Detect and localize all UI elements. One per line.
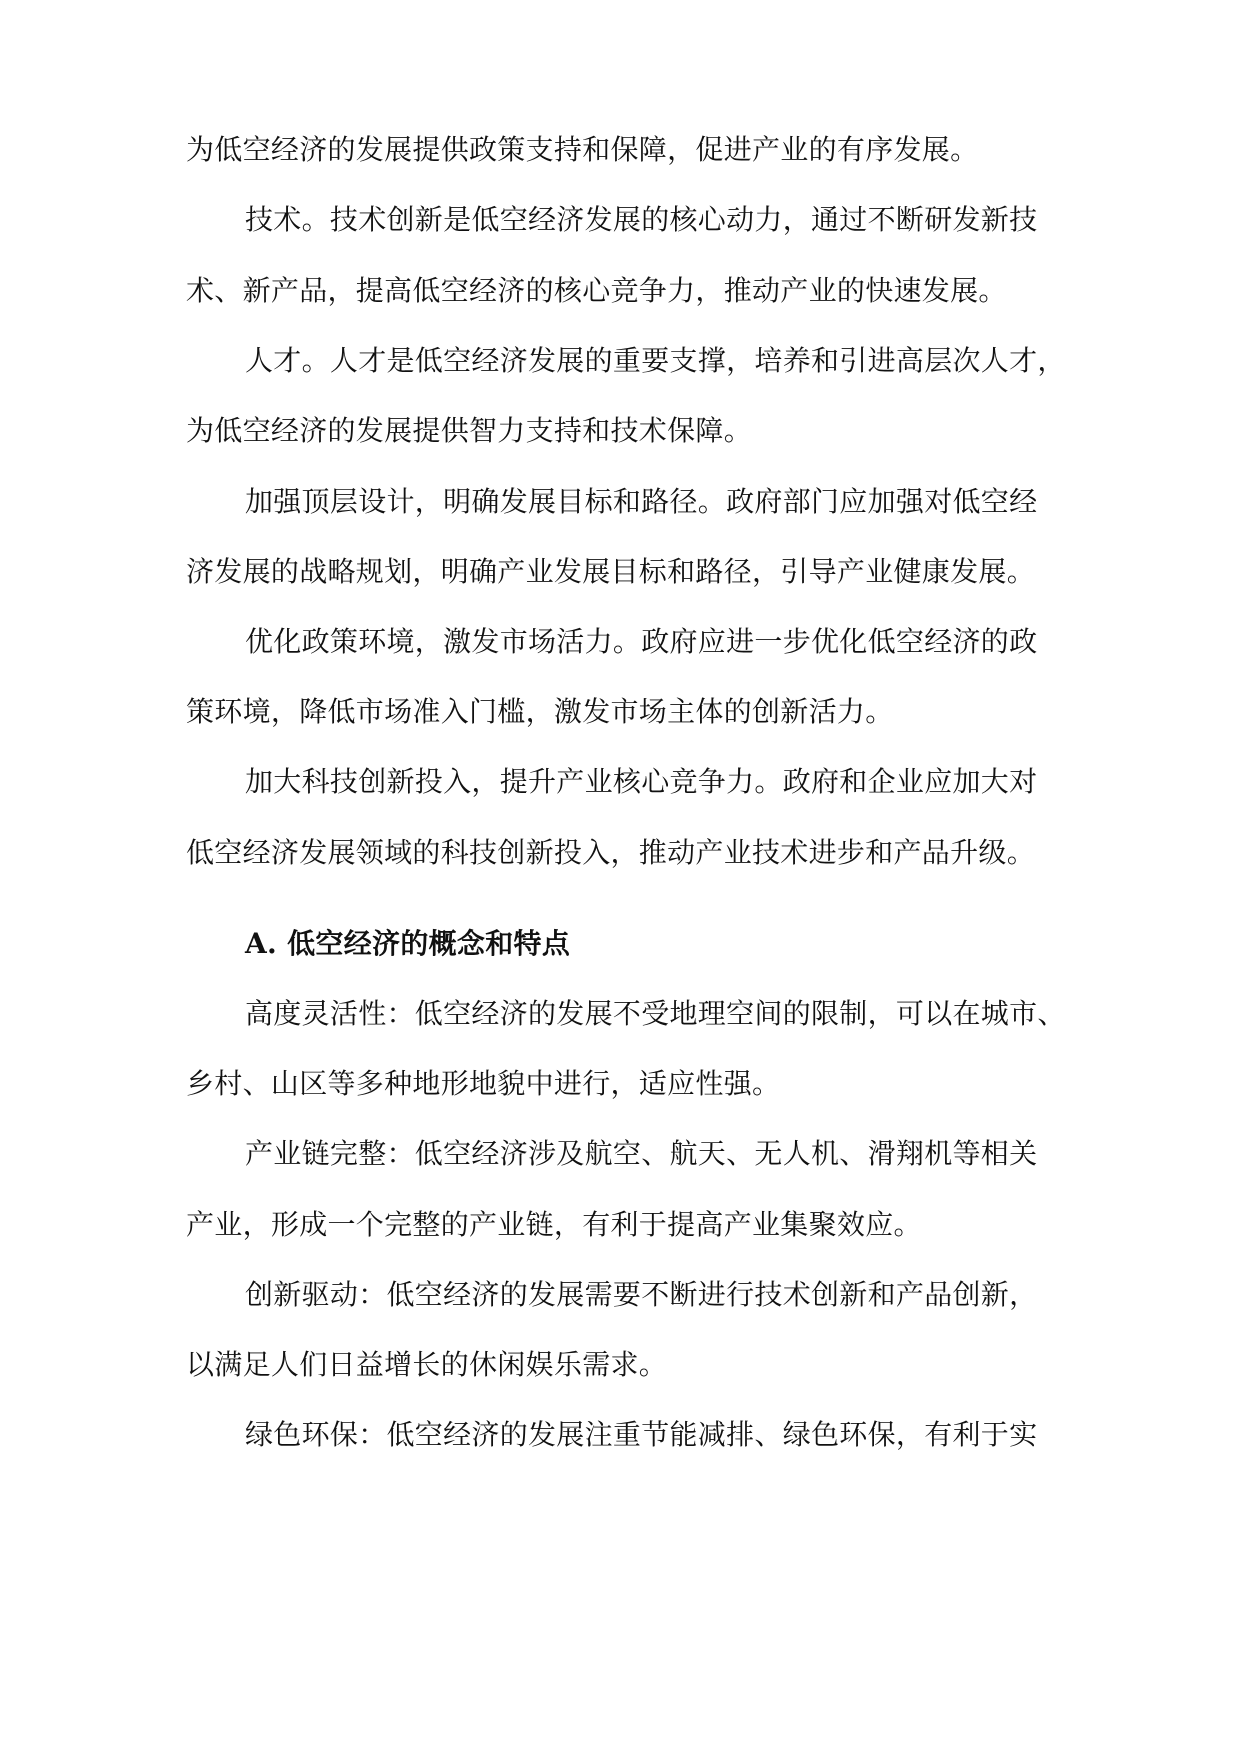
body-text-line: 术、新产品，提高低空经济的核心竞争力，推动产业的快速发展。 <box>186 274 1007 307</box>
body-text-line: 策环境，降低市场准入门槛，激发市场主体的创新活力。 <box>186 695 894 728</box>
body-text-line: 为低空经济的发展提供智力支持和技术保障。 <box>186 414 753 447</box>
body-text-line: 济发展的战略规划，明确产业发展目标和路径，引导产业健康发展。 <box>186 555 1036 588</box>
paragraph-first-line: 产业链完整：低空经济涉及航空、航天、无人机、滑翔机等相关 <box>245 1137 1038 1170</box>
body-text-line: 产业，形成一个完整的产业链，有利于提高产业集聚效应。 <box>186 1208 922 1241</box>
body-text-line: 低空经济发展领域的科技创新投入，推动产业技术进步和产品升级。 <box>186 836 1036 869</box>
paragraph-first-line: 绿色环保：低空经济的发展注重节能减排、绿色环保，有利于实 <box>245 1418 1038 1451</box>
section-heading: A. 低空经济的概念和特点 <box>245 927 571 960</box>
paragraph-first-line: 技术。技术创新是低空经济发展的核心动力，通过不断研发新技 <box>245 203 1038 236</box>
paragraph-first-line: 创新驱动：低空经济的发展需要不断进行技术创新和产品创新， <box>245 1278 1038 1311</box>
paragraph-first-line: 加大科技创新投入，提升产业核心竞争力。政府和企业应加大对 <box>245 765 1038 798</box>
paragraph-first-line: 加强顶层设计，明确发展目标和路径。政府部门应加强对低空经 <box>245 485 1038 518</box>
paragraph-first-line: 人才。人才是低空经济发展的重要支撑，培养和引进高层次人才， <box>245 344 1066 377</box>
body-text-line: 乡村、山区等多种地形地貌中进行，适应性强。 <box>186 1067 781 1100</box>
body-text-line: 为低空经济的发展提供政策支持和保障，促进产业的有序发展。 <box>186 133 979 166</box>
paragraph-first-line: 优化政策环境，激发市场活力。政府应进一步优化低空经济的政 <box>245 625 1038 658</box>
paragraph-first-line: 高度灵活性：低空经济的发展不受地理空间的限制，可以在城市、 <box>245 997 1066 1030</box>
body-text-line: 以满足人们日益增长的休闲娱乐需求。 <box>186 1348 668 1381</box>
